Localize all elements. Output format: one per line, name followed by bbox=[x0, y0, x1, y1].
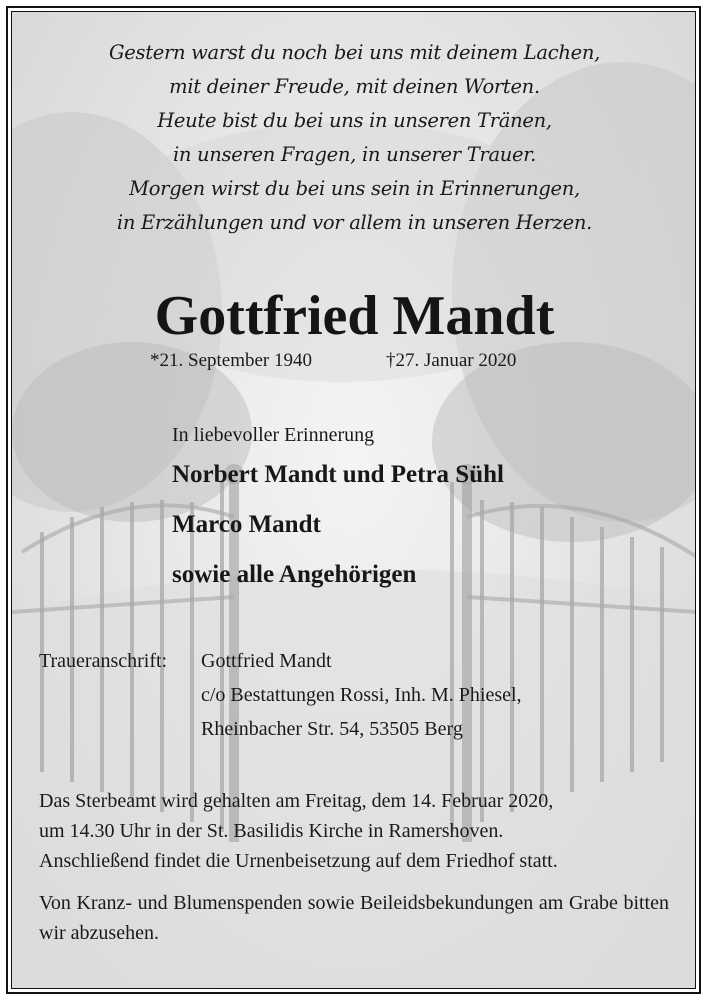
death-date: †27. Januar 2020 bbox=[386, 350, 517, 371]
donation-note: Von Kranz- und Blumenspenden sowie Beileidsbekundungen am Grabe bitten wir abzusehen. bbox=[39, 892, 669, 944]
poem-line: Morgen wirst du bei uns sein in Erinnerungen, bbox=[129, 177, 580, 200]
service-line: um 14.30 Uhr in der St. Basilidis Kirche in Ramershoven. bbox=[39, 820, 504, 842]
poem bbox=[12, 36, 696, 240]
mourner-line: Norbert Mandt und Petra Sühl bbox=[172, 461, 504, 488]
address-line: c/o Bestattungen Rossi, Inh. M. Phiesel, bbox=[201, 684, 522, 706]
mourner-line: sowie alle Angehörigen bbox=[172, 561, 417, 588]
address-label: Traueranschrift: bbox=[39, 650, 168, 672]
deceased-name: Gottfried Mandt bbox=[154, 285, 555, 347]
service-text bbox=[39, 786, 669, 876]
address-line: Gottfried Mandt bbox=[201, 650, 332, 672]
service-line: Das Sterbeamt wird gehalten am Freitag, dem 14. Februar 2020, bbox=[39, 790, 554, 812]
service-line: Anschließend findet die Urnenbeisetzung auf dem Friedhof statt. bbox=[39, 850, 558, 872]
obituary-card bbox=[11, 11, 696, 989]
birth-date: *21. September 1940 bbox=[150, 350, 313, 371]
poem-line: in unseren Fragen, in unserer Trauer. bbox=[172, 143, 537, 166]
address-line: Rheinbacher Str. 54, 53505 Berg bbox=[201, 718, 463, 740]
poem-line: mit deiner Freude, mit deinen Worten. bbox=[169, 75, 540, 98]
poem-line: Heute bist du bei uns in unseren Tränen, bbox=[157, 109, 552, 132]
poem-line: Gestern warst du noch bei uns mit deinem Lachen, bbox=[108, 41, 601, 64]
memory-intro: In liebevoller Erinnerung bbox=[172, 424, 375, 446]
poem-line: in Erzählungen und vor allem in unseren Herzen. bbox=[116, 211, 593, 234]
mourner-line: Marco Mandt bbox=[172, 511, 321, 538]
